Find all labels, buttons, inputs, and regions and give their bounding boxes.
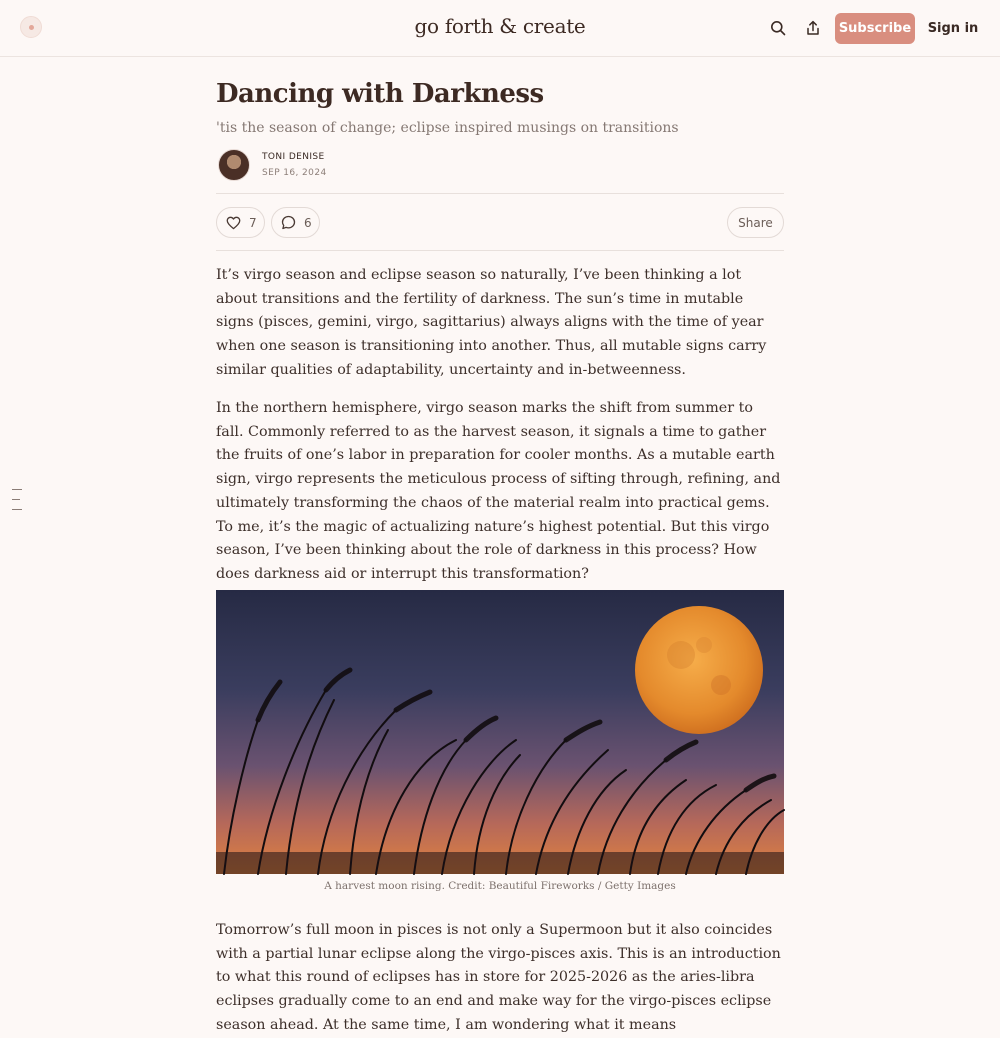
divider [216,250,784,251]
author-name[interactable]: TONI DENISE [262,152,325,162]
search-button[interactable] [767,17,789,39]
author-avatar[interactable] [218,149,250,181]
toc-line [12,509,22,510]
sign-in-button[interactable]: Sign in [927,21,979,36]
publication-title[interactable]: go forth & create [414,14,586,38]
share-upload-icon [805,20,821,36]
toc-line [12,499,20,500]
post-title: Dancing with Darkness [216,79,544,109]
image-caption: A harvest moon rising. Credit: Beautiful Fireworks / Getty Images [324,880,676,892]
paragraph: It’s virgo season and eclipse season so naturally, I’ve been thinking a lot about transitions and the fertility of darkness. The sun’s time in mutable signs (pisces, gemini, virgo, sagittarius) always aligns with the time of year when one season is transitioning into another. Thus, all mutable signs carry similar qualities of adaptability, uncertainty and in-betweenness. [216,267,767,378]
paragraph: In the northern hemisphere, virgo season marks the shift from summer to fall. Commonly referred to as the harvest season, it signals a time to gather the fruits of one’s labor in preparation for cooler months. As a mutable earth sign, virgo represents the meticulous process of sifting through, refining, and ultimately transforming the chaos of the material realm into practical gems. To me, it’s the magic of actualizing nature’s highest potential. But this virgo season, I’ve been thinking about the role of darkness in this process? How does darkness aid or interrupt this transformation? [216,400,781,582]
divider [216,193,784,194]
table-of-contents-toggle[interactable] [12,489,22,519]
comment-count: 6 [304,215,312,230]
like-button[interactable] [216,207,265,238]
toc-line [12,489,22,490]
harvest-moon-image[interactable] [216,590,784,874]
search-icon [770,20,786,36]
subscribe-button[interactable]: Subscribe [835,13,915,44]
comment-button[interactable] [271,207,320,238]
post-date: SEP 16, 2024 [262,168,327,178]
comment-bubble-icon [281,215,296,230]
like-count: 7 [249,215,257,230]
share-button-header[interactable] [802,17,824,39]
share-button[interactable]: Share [727,207,784,238]
paragraph: Tomorrow’s full moon in pisces is not only a Supermoon but it also coincides with a partial lunar eclipse along the virgo-pisces axis. This is an introduction to what this round of eclipses has in store for 2025-2026 as the aries-libra eclipses gradually come to an end and make way for the virgo-pisces eclipse season ahead. At the same time, I am wondering what it means [216,922,781,1033]
harvest-moon-illustration [216,590,784,874]
top-navigation-bar [0,0,1000,57]
post-subtitle: 'tis the season of change; eclipse inspired musings on transitions [216,120,679,136]
heart-icon [226,216,241,230]
